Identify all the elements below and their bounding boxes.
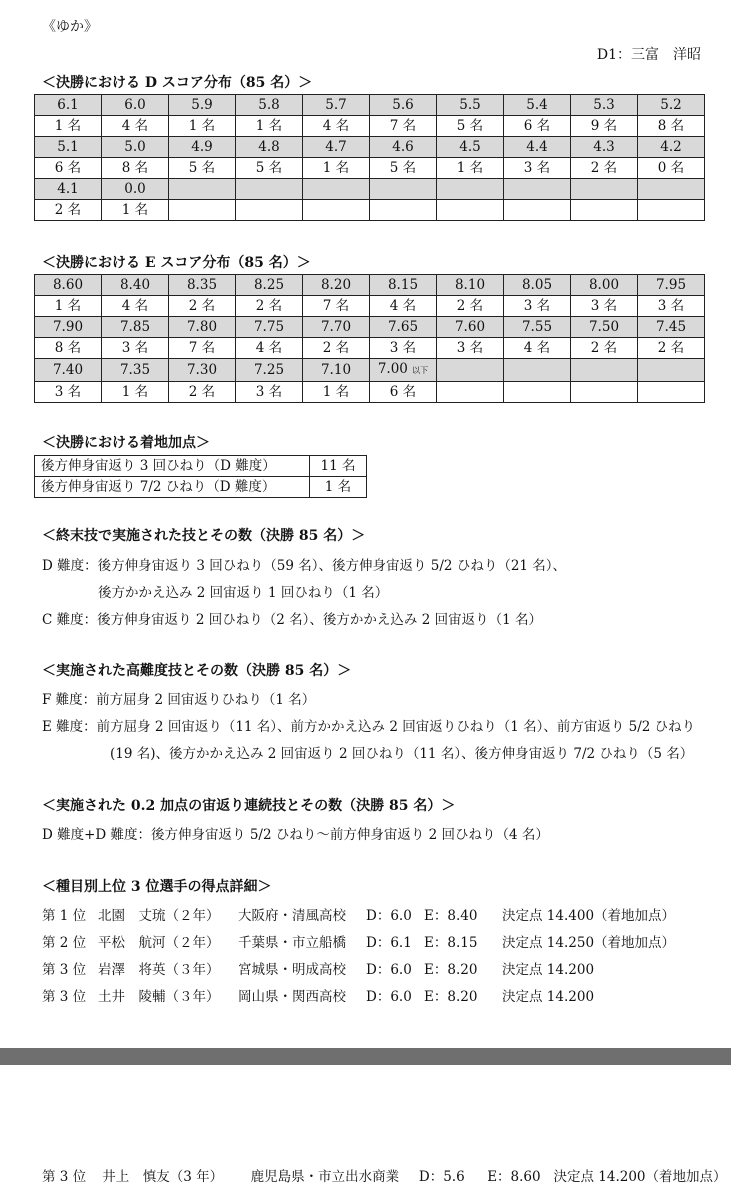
e-dist-score-value: 7.85 (119, 319, 151, 335)
rank: 第 3 位 (42, 989, 87, 1005)
empty-cell (437, 359, 504, 382)
empty-cell (437, 200, 504, 221)
e-dist-count-cell (437, 338, 504, 359)
e-dist-count-row (35, 296, 705, 317)
e-dist-score-value: 7.10 (320, 362, 352, 378)
e-dist-count-value: 4 名 (389, 298, 417, 314)
d-dist-score-value: 4.7 (325, 139, 347, 155)
ranking-row (42, 958, 594, 978)
d-dist-count-value: 1 名 (188, 118, 216, 134)
combo-line: D 難度+D 難度：後方伸身宙返り 5/2 ひねり～前方伸身宙返り 2 回ひねり（4 名） (42, 827, 549, 843)
e-dist-score-value: 7.00 (377, 361, 408, 377)
empty-cell (571, 359, 638, 382)
empty-cell (504, 359, 571, 382)
ranking-row (42, 985, 594, 1005)
e-dist-count-value: 2 名 (590, 340, 618, 356)
e-dist-score-cell (303, 359, 370, 382)
landing-skill: 後方伸身宙返り 7/2 ひねり（D 難度） (35, 477, 310, 498)
e-dist-count-cell (370, 338, 437, 359)
ranking-row (42, 931, 675, 951)
e-dist-score-cell (638, 317, 705, 338)
e-dist-score-value: 8.00 (588, 277, 620, 293)
e-score: E：8.40 (424, 908, 478, 924)
e-dist-score-value: 8.20 (320, 277, 352, 293)
d-dist-count-value: 5 名 (188, 160, 216, 176)
d-dist-score-value: 4.4 (526, 139, 548, 155)
empty-cell (638, 200, 705, 221)
d-dist-count-cell (102, 158, 169, 179)
divider-bar (0, 1048, 731, 1065)
d-dist-count-cell (437, 116, 504, 137)
e-dist-score-value: 8.60 (52, 277, 84, 293)
e-dist-count-value: 4 名 (255, 340, 283, 356)
high-difficulty-line: E 難度：前方屈身 2 回宙返り（11 名）、前方かかえ込み 2 回宙返りひねり（1 名）、前方宙返り 5/2 ひねり (42, 719, 696, 735)
e-dist-score-cell (236, 275, 303, 296)
e-dist-count-cell (638, 296, 705, 317)
d-dist-score-cell (370, 95, 437, 116)
d-dist-score-cell (303, 137, 370, 158)
e-dist-count-row (35, 382, 705, 403)
d-dist-count-cell (236, 116, 303, 137)
e-dist-count-value: 2 名 (322, 340, 350, 356)
d-dist-count-value: 8 名 (657, 118, 685, 134)
e-score: E：8.20 (424, 989, 478, 1005)
d-dist-score-value: 5.2 (660, 97, 682, 113)
d-dist-count-cell (571, 158, 638, 179)
d-dist-count-value: 0 名 (657, 160, 685, 176)
d-dist-count-value: 6 名 (523, 118, 551, 134)
final-score: 決定点 14.200（着地加点） (553, 1169, 727, 1185)
e-dist-count-value: 3 名 (54, 384, 82, 400)
e-dist-count-cell (571, 296, 638, 317)
e-dist-score-cell (504, 317, 571, 338)
d-dist-score-value: 4.8 (258, 139, 280, 155)
empty-cell (638, 359, 705, 382)
d-dist-count-cell (370, 158, 437, 179)
d-dist-count-value: 5 名 (456, 118, 484, 134)
d-dist-count-value: 5 名 (389, 160, 417, 176)
athlete-name: 平松 航河（２年） (98, 935, 220, 951)
empty-cell (638, 179, 705, 200)
e-dist-score-value: 7.45 (655, 319, 687, 335)
e-dist-count-value: 3 名 (389, 340, 417, 356)
d-dist-count-value: 5 名 (255, 160, 283, 176)
d-dist-count-value: 1 名 (456, 160, 484, 176)
final-score: 決定点 14.400（着地加点） (502, 908, 676, 924)
high-difficulty-header: ＜実施された高難度技とその数（決勝 85 名）＞ (42, 663, 352, 679)
dismount-line: D 難度：後方伸身宙返り 3 回ひねり（59 名）、後方伸身宙返り 5/2 ひねり（21 名）、 (42, 558, 567, 574)
d-dist-score-row (35, 137, 705, 158)
e-dist-count-value: 1 名 (54, 298, 82, 314)
e-dist-score-value: 8.40 (119, 277, 151, 293)
combo-header: ＜実施された 0.2 加点の宙返り連続技とその数（決勝 85 名）＞ (42, 798, 456, 814)
d-dist-count-cell (504, 158, 571, 179)
e-dist-score-cell (571, 275, 638, 296)
d-dist-score-cell (571, 137, 638, 158)
e-dist-count-value: 1 名 (121, 384, 149, 400)
e-dist-score-cell (169, 359, 236, 382)
empty-cell (571, 382, 638, 403)
landing-count: 11 名 (310, 456, 367, 477)
d-dist-score-value: 5.6 (392, 97, 414, 113)
e-dist-count-cell (370, 296, 437, 317)
rank: 第 3 位 (42, 1169, 87, 1185)
d-dist-score-value: 4.6 (392, 139, 414, 155)
e-dist-score-cell (102, 275, 169, 296)
d-dist-count-cell (638, 116, 705, 137)
e-dist-score-value: 8.05 (521, 277, 553, 293)
d-dist-count-row (35, 158, 705, 179)
d-dist-count-value: 7 名 (389, 118, 417, 134)
top3-header: ＜種目別上位 3 位選手の得点詳細＞ (42, 879, 272, 895)
d-dist-score-value: 6.1 (57, 97, 79, 113)
final-score: 決定点 14.200 (502, 989, 595, 1005)
bottom-ranking-row (42, 1165, 727, 1185)
e-dist-count-value: 1 名 (322, 384, 350, 400)
e-dist-count-value: 4 名 (121, 298, 149, 314)
d-dist-count-cell (504, 116, 571, 137)
d-score: D：5.6 (418, 1169, 465, 1185)
e-dist-count-cell (303, 382, 370, 403)
d-dist-score-cell (169, 137, 236, 158)
rank: 第 2 位 (42, 935, 87, 951)
e-dist-score-value: 7.60 (454, 319, 486, 335)
e-dist-score-cell (370, 359, 437, 382)
d-score: D：6.0 (366, 962, 412, 978)
d-dist-count-row (35, 116, 705, 137)
e-dist-score-cell (303, 275, 370, 296)
d-dist-score-value: 5.1 (57, 139, 79, 155)
d-dist-score-cell (102, 137, 169, 158)
empty-cell (638, 382, 705, 403)
rank: 第 3 位 (42, 962, 87, 978)
empty-cell (571, 200, 638, 221)
e-dist-count-value: 3 名 (456, 340, 484, 356)
d-dist-score-value: 4.1 (57, 181, 79, 197)
d-dist-score-value: 5.9 (191, 97, 213, 113)
e-dist-score-value: 7.35 (119, 362, 151, 378)
e-dist-count-cell (102, 382, 169, 403)
empty-cell (437, 179, 504, 200)
e-dist-score-row (35, 275, 705, 296)
d-dist-score-cell (35, 95, 102, 116)
e-dist-count-value: 8 名 (54, 340, 82, 356)
d-dist-count-cell (169, 158, 236, 179)
d-dist-count-value: 8 名 (121, 160, 149, 176)
d-dist-score-value: 4.5 (459, 139, 481, 155)
d-distribution-table (34, 94, 705, 221)
e-dist-score-value: 7.70 (320, 319, 352, 335)
e-dist-score-value: 7.30 (186, 362, 218, 378)
e-dist-score-cell (35, 317, 102, 338)
e-dist-count-cell (236, 338, 303, 359)
d-dist-count-cell (102, 116, 169, 137)
d-dist-score-cell (35, 179, 102, 200)
d-dist-count-cell (35, 158, 102, 179)
empty-cell (169, 200, 236, 221)
athlete-name: 岩澤 将英（３年） (98, 962, 220, 978)
final-score: 決定点 14.200 (502, 962, 595, 978)
empty-cell (303, 179, 370, 200)
high-difficulty-line: F 難度：前方屈身 2 回宙返りひねり（1 名） (42, 692, 316, 708)
d-dist-score-value: 5.4 (526, 97, 548, 113)
landing-row (35, 456, 367, 477)
dismount-line: C 難度：後方伸身宙返り 2 回ひねり（2 名）、後方かかえ込み 2 回宙返り（1 名） (42, 612, 542, 628)
d-dist-score-value: 5.3 (593, 97, 615, 113)
d-dist-count-cell (35, 116, 102, 137)
e-dist-count-cell (236, 296, 303, 317)
e-dist-score-value: 8.10 (454, 277, 486, 293)
empty-cell (236, 179, 303, 200)
e-dist-count-value: 3 名 (657, 298, 685, 314)
e-score: E：8.20 (424, 962, 478, 978)
empty-cell (370, 200, 437, 221)
judge-label: D1：三富 洋昭 (596, 47, 701, 63)
d-dist-score-value: 4.2 (660, 139, 682, 155)
e-dist-score-cell (35, 359, 102, 382)
e-dist-score-cell (504, 275, 571, 296)
d-dist-count-value: 1 名 (255, 118, 283, 134)
landing-table (34, 455, 367, 498)
e-score: E：8.60 (487, 1169, 541, 1185)
e-dist-count-value: 2 名 (657, 340, 685, 356)
d-dist-count-value: 1 名 (322, 160, 350, 176)
d-dist-score-cell (504, 137, 571, 158)
rank: 第 1 位 (42, 908, 87, 924)
empty-cell (571, 179, 638, 200)
d-dist-score-cell (236, 95, 303, 116)
d-dist-score-value: 5.0 (124, 139, 146, 155)
e-dist-count-value: 3 名 (121, 340, 149, 356)
e-dist-count-cell (236, 382, 303, 403)
e-dist-count-cell (102, 338, 169, 359)
e-dist-score-value: 8.25 (253, 277, 285, 293)
e-dist-score-cell (169, 317, 236, 338)
e-dist-count-cell (169, 296, 236, 317)
d-dist-count-cell (236, 158, 303, 179)
d-dist-count-cell (303, 158, 370, 179)
d-dist-score-value: 6.0 (124, 97, 146, 113)
d-dist-count-value: 2 名 (590, 160, 618, 176)
e-dist-count-cell (35, 296, 102, 317)
d-dist-score-cell (437, 137, 504, 158)
e-dist-count-cell (638, 338, 705, 359)
dismount-header: ＜終末技で実施された技とその数（決勝 85 名）＞ (42, 528, 366, 544)
e-dist-count-cell (35, 382, 102, 403)
e-dist-count-cell (169, 338, 236, 359)
d-dist-score-cell (169, 95, 236, 116)
e-dist-count-row (35, 338, 705, 359)
d-dist-score-value: 5.8 (258, 97, 280, 113)
e-dist-score-cell (370, 317, 437, 338)
e-dist-count-cell (571, 338, 638, 359)
e-dist-score-value: 7.55 (521, 319, 553, 335)
e-dist-count-cell (169, 382, 236, 403)
d-dist-count-value: 1 名 (54, 118, 82, 134)
e-dist-count-cell (303, 296, 370, 317)
d-dist-score-cell (571, 95, 638, 116)
d-score: D：6.0 (366, 989, 412, 1005)
d-dist-count-cell (35, 200, 102, 221)
school: 千葉県・市立船橋 (238, 935, 346, 951)
d-dist-score-value: 5.5 (459, 97, 481, 113)
d-dist-score-cell (102, 179, 169, 200)
landing-count: 1 名 (310, 477, 367, 498)
e-dist-count-cell (370, 382, 437, 403)
d-dist-count-value: 3 名 (523, 160, 551, 176)
school: 岡山県・関西高校 (238, 989, 346, 1005)
e-dist-score-cell (236, 359, 303, 382)
d-dist-score-cell (35, 137, 102, 158)
e-dist-score-value: 7.80 (186, 319, 218, 335)
high-difficulty-line: (19 名)、後方かかえ込み 2 回宙返り 2 回ひねり（11 名）、後方伸身宙返り 7/2 ひねり（5 名） (110, 746, 694, 762)
d-dist-count-cell (571, 116, 638, 137)
e-dist-count-value: 7 名 (188, 340, 216, 356)
d-dist-count-cell (370, 116, 437, 137)
e-dist-score-cell (571, 317, 638, 338)
e-dist-count-cell (504, 296, 571, 317)
landing-header: ＜決勝における着地加点＞ (42, 435, 210, 451)
athlete-name: 土井 陵輔（３年） (98, 989, 220, 1005)
e-dist-score-value: 8.35 (186, 277, 218, 293)
e-dist-score-value: 7.50 (588, 319, 620, 335)
d-dist-count-value: 4 名 (322, 118, 350, 134)
d-dist-count-value: 9 名 (590, 118, 618, 134)
e-score: E：8.15 (424, 935, 478, 951)
d-dist-count-row (35, 200, 705, 221)
e-dist-score-cell (236, 317, 303, 338)
d-dist-score-value: 0.0 (124, 181, 146, 197)
landing-row (35, 477, 367, 498)
d-dist-score-cell (303, 95, 370, 116)
d-dist-score-cell (504, 95, 571, 116)
e-dist-count-cell (303, 338, 370, 359)
e-dist-score-row (35, 359, 705, 382)
empty-cell (169, 179, 236, 200)
d-dist-score-cell (370, 137, 437, 158)
below-suffix: 以下 (412, 366, 429, 375)
e-dist-count-value: 2 名 (456, 298, 484, 314)
d-dist-count-cell (102, 200, 169, 221)
e-dist-score-row (35, 317, 705, 338)
d-dist-score-cell (102, 95, 169, 116)
d-score: D：6.0 (366, 908, 412, 924)
school: 大阪府・清風高校 (238, 908, 346, 924)
landing-skill: 後方伸身宙返り 3 回ひねり（D 難度） (35, 456, 310, 477)
empty-cell (303, 200, 370, 221)
d-dist-count-cell (638, 158, 705, 179)
d-dist-count-cell (303, 116, 370, 137)
d-dist-count-value: 2 名 (54, 202, 82, 218)
e-dist-score-cell (437, 317, 504, 338)
e-dist-count-value: 4 名 (523, 340, 551, 356)
e-dist-score-cell (370, 275, 437, 296)
d-dist-count-value: 1 名 (121, 202, 149, 218)
e-dist-score-value: 7.25 (253, 362, 285, 378)
empty-cell (437, 382, 504, 403)
e-dist-score-cell (102, 317, 169, 338)
d-dist-score-value: 4.3 (593, 139, 615, 155)
e-dist-count-value: 3 名 (255, 384, 283, 400)
athlete-name: 井上 慎友（3 年） (102, 1169, 224, 1185)
e-dist-score-value: 7.95 (655, 277, 687, 293)
d-distribution-header: ＜決勝における D スコア分布（85 名）＞ (42, 75, 313, 91)
dismount-line: 後方かかえ込み 2 回宙返り 1 回ひねり（1 名） (98, 585, 389, 601)
e-dist-count-value: 2 名 (188, 384, 216, 400)
empty-cell (504, 382, 571, 403)
school: 鹿児島県・市立出水商業 (250, 1169, 400, 1185)
e-dist-score-value: 7.75 (253, 319, 285, 335)
e-dist-score-cell (437, 275, 504, 296)
e-dist-count-cell (102, 296, 169, 317)
empty-cell (236, 200, 303, 221)
e-dist-count-value: 3 名 (590, 298, 618, 314)
d-dist-score-cell (437, 95, 504, 116)
d-dist-score-value: 5.7 (325, 97, 347, 113)
school: 宮城県・明成高校 (238, 962, 346, 978)
d-dist-score-row (35, 95, 705, 116)
e-distribution-table (34, 274, 705, 403)
d-dist-score-cell (638, 137, 705, 158)
e-dist-count-value: 2 名 (188, 298, 216, 314)
e-dist-count-cell (35, 338, 102, 359)
d-dist-count-value: 4 名 (121, 118, 149, 134)
e-dist-score-value: 7.90 (52, 319, 84, 335)
final-score: 決定点 14.250（着地加点） (502, 935, 676, 951)
e-dist-score-value: 7.65 (387, 319, 419, 335)
e-dist-count-value: 7 名 (322, 298, 350, 314)
d-dist-score-row (35, 179, 705, 200)
e-dist-score-cell (35, 275, 102, 296)
ranking-row (42, 904, 675, 924)
empty-cell (504, 200, 571, 221)
e-dist-score-cell (169, 275, 236, 296)
e-dist-score-cell (303, 317, 370, 338)
d-dist-score-cell (638, 95, 705, 116)
e-dist-score-cell (638, 275, 705, 296)
d-dist-count-cell (437, 158, 504, 179)
e-distribution-header: ＜決勝における E スコア分布（85 名）＞ (42, 255, 311, 271)
e-dist-count-value: 2 名 (255, 298, 283, 314)
e-dist-score-value: 8.15 (387, 277, 419, 293)
d-dist-score-cell (236, 137, 303, 158)
athlete-name: 北園 丈琉（２年） (98, 908, 220, 924)
e-dist-count-value: 3 名 (523, 298, 551, 314)
d-dist-count-cell (169, 116, 236, 137)
d-dist-count-value: 6 名 (54, 160, 82, 176)
empty-cell (504, 179, 571, 200)
d-score: D：6.1 (366, 935, 412, 951)
e-dist-score-value: 7.40 (52, 362, 84, 378)
e-dist-count-cell (504, 338, 571, 359)
e-dist-count-cell (437, 296, 504, 317)
event-title: 《ゆか》 (42, 19, 98, 35)
e-dist-count-value: 6 名 (389, 384, 417, 400)
d-dist-score-value: 4.9 (191, 139, 213, 155)
empty-cell (370, 179, 437, 200)
e-dist-score-cell (102, 359, 169, 382)
